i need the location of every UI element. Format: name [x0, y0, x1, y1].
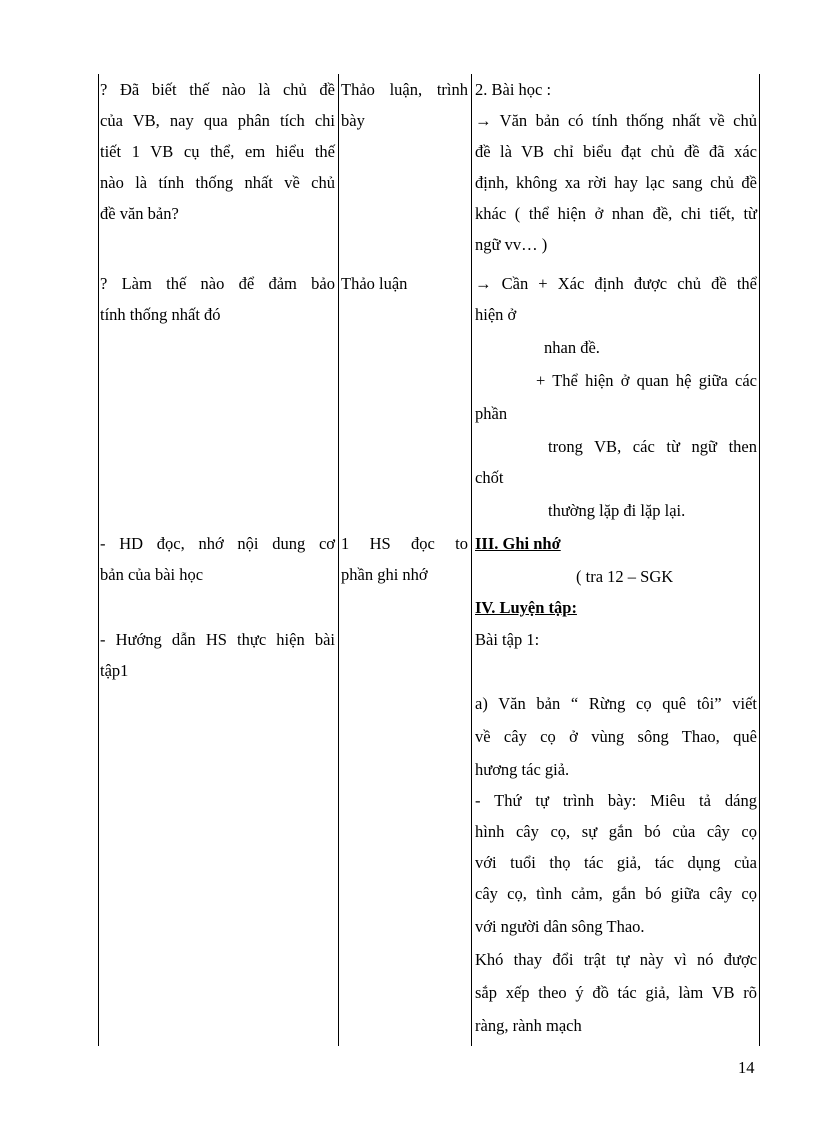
- question-3-line-2: bản của bài học: [100, 565, 204, 584]
- exercise-label: Bài tập 1:: [475, 630, 540, 649]
- content-p3-line-1: a) Văn bản “ Rừng cọ quê tôi” viết: [475, 694, 757, 713]
- table-border-col1: [338, 74, 339, 1046]
- content-p2-line-6: trong VB, các từ ngữ then: [548, 437, 757, 456]
- activity-1-line-2: bày: [341, 111, 365, 130]
- practice-heading: IV. Luyện tập:: [475, 598, 577, 617]
- content-p3-line-3: hương tác giả.: [475, 760, 570, 779]
- content-p1-line-1: → Văn bản có tính thống nhất về chủ: [475, 111, 757, 130]
- question-2-line-2: tính thống nhất đó: [100, 305, 221, 324]
- content-p4-line-4: cây cọ, tình cảm, gắn bó giữa cây cọ: [475, 884, 757, 903]
- content-p4-line-2: hình cây cọ, sự gắn bó của cây cọ: [475, 822, 757, 841]
- question-1-line-2: của VB, nay qua phân tích chi: [100, 111, 335, 130]
- content-p4-line-5: với người dân sông Thao.: [475, 917, 645, 936]
- content-p2-line-1: → Cần + Xác định được chủ đề thể: [475, 274, 757, 293]
- content-p1-line-5: ngữ vv… ): [475, 235, 548, 254]
- content-p4-line-1: - Thứ tự trình bày: Miêu tả dáng: [475, 791, 757, 810]
- content-p2-line-7: chốt: [475, 468, 504, 487]
- activity-3-line-1: 1 HS đọc to: [341, 534, 468, 553]
- question-4-line-2: tập1: [100, 661, 129, 680]
- content-p2-line-8: thường lặp đi lặp lại.: [548, 501, 686, 520]
- table-border-right: [759, 74, 760, 1046]
- memo-heading: III. Ghi nhớ: [475, 534, 561, 553]
- content-p1-line-3: định, không xa rời hay lạc sang chủ đề: [475, 173, 757, 192]
- question-4-line-1: - Hướng dẫn HS thực hiện bài: [100, 630, 335, 649]
- page-number: 14: [738, 1058, 755, 1077]
- table-border-col2: [471, 74, 472, 1046]
- activity-2-line-1: Thảo luận: [341, 274, 408, 293]
- content-p5-line-1: Khó thay đổi trật tự này vì nó được: [475, 950, 757, 969]
- question-1-line-5: đề văn bản?: [100, 204, 179, 223]
- question-3-line-1: - HD đọc, nhớ nội dung cơ: [100, 534, 335, 553]
- lesson-title: 2. Bài học :: [475, 80, 552, 99]
- content-p1-line-4: khác ( thể hiện ở nhan đề, chi tiết, từ: [475, 204, 757, 223]
- content-p5-line-3: ràng, rành mạch: [475, 1016, 582, 1035]
- lesson-table: [98, 74, 760, 1046]
- question-2-line-1: ? Làm thế nào để đảm bảo: [100, 274, 335, 293]
- content-p4-line-3: với tuổi thọ tác giả, tác dụng của: [475, 853, 757, 872]
- question-1-line-4: nào là tính thống nhất về chủ: [100, 173, 335, 192]
- activity-1-line-1: Thảo luận, trình: [341, 80, 468, 99]
- content-p5-line-2: sắp xếp theo ý đồ tác giả, làm VB rõ: [475, 983, 757, 1002]
- table-border-left: [98, 74, 99, 1046]
- content-p3-line-2: về cây cọ ở vùng sông Thao, quê: [475, 727, 757, 746]
- question-1-line-3: tiết 1 VB cụ thể, em hiểu thế: [100, 142, 335, 161]
- content-p2-line-5: phần: [475, 404, 508, 423]
- content-p2-line-3: nhan đề.: [544, 338, 600, 357]
- content-p2-line-2: hiện ở: [475, 305, 517, 324]
- memo-reference: ( tra 12 – SGK: [576, 567, 674, 586]
- question-1-line-1: ? Đã biết thế nào là chủ đề: [100, 80, 335, 99]
- content-p1-line-2: đề là VB chỉ biểu đạt chủ đề đã xác: [475, 142, 757, 161]
- content-p2-line-4: + Thể hiện ở quan hệ giữa các: [536, 371, 757, 390]
- activity-3-line-2: phần ghi nhớ: [341, 565, 428, 584]
